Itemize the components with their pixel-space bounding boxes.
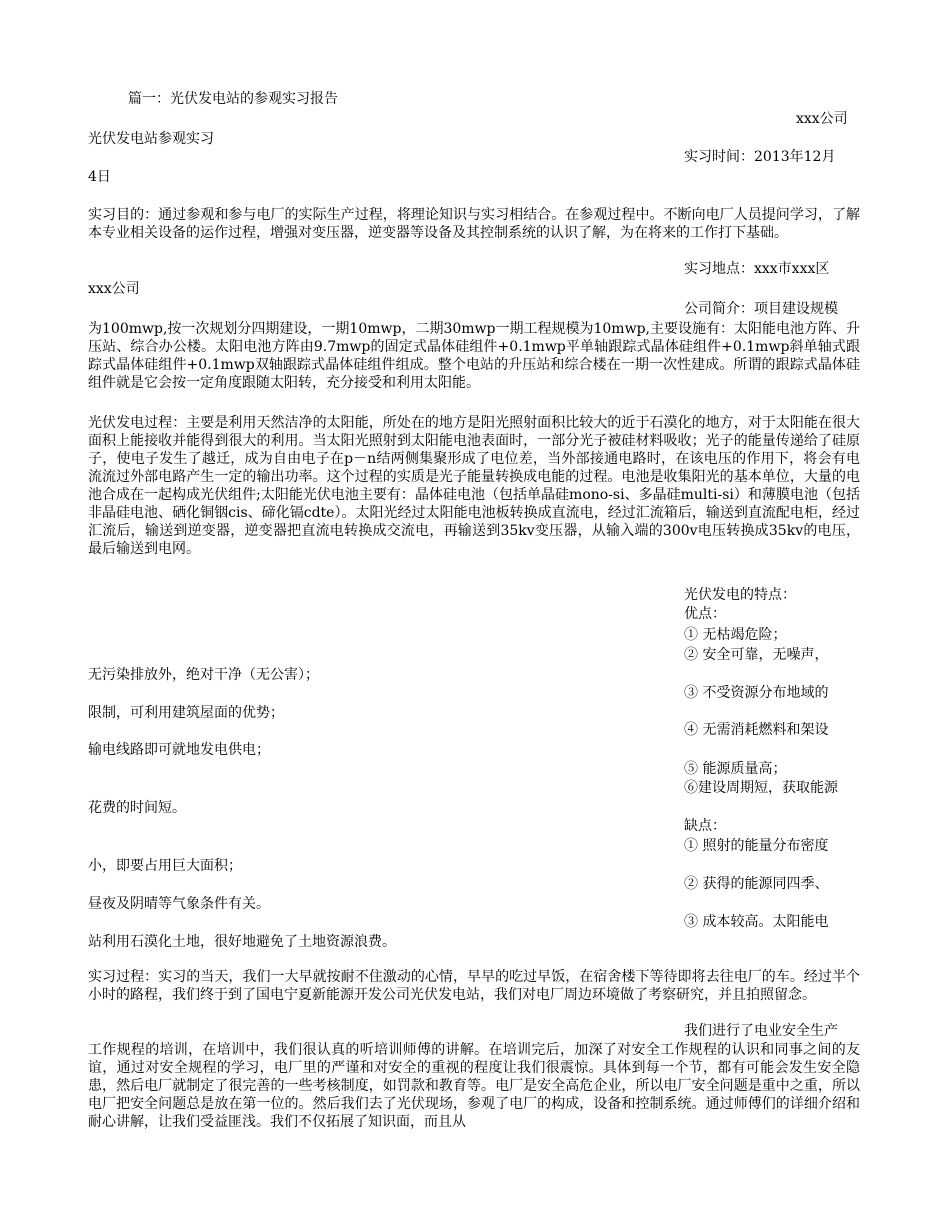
pro-item-4-cont: 输电线路即可就地发电供电； xyxy=(88,742,270,758)
training-paragraph: 工作规程的培训，在培训中，我们很认真的听培训师傅的讲解。在培训完后，加深了对安全工作规程的认识和同事之间的友谊，通过对安全规程的学习，电厂里的严谨和对安全的重视的程度让我们很震惊。具体到每一个节，都有可能会发生安全隐患，然后电厂就制定了很完善的一些考核制度，如罚款和教育等。电厂是安全高危企业，所以电厂安全问题是重中之重，所以电厂把安全问题总是放在第一位的。然后我们去了光伏现场，参观了电厂的构成，设备和控制系统。通过师傅们的详细介绍和耐心讲解，让我们受益匪浅。我们不仅拓展了知识面，而且从 xyxy=(88,1042,860,1130)
features-heading: 光伏发电的特点： xyxy=(684,587,796,603)
con-item-1-cont: 小，即要占用巨大面积； xyxy=(88,858,242,874)
practice-paragraph: 实习过程：实习的当天，我们一大早就按耐不住激动的心情，早早的吃过早饭，在宿舍楼下等待即将去往电厂的车。经过半个小时的路程，我们终于到了国电宁夏新能源开发公司光伏发电站，我们对电厂周边环境做了考察研究，并且拍照留念。 xyxy=(88,969,860,1003)
purpose-paragraph: 实习目的：通过参观和参与电厂的实际生产过程，将理论知识与实习相结合。在参观过程中。不断向电厂人员提问学习，了解本专业相关设备的运作过程，增强对变压器，逆变器等设备及其控制系统的认识了解，为在将来的工作打下基础。 xyxy=(88,207,860,241)
internship-time-day: 4日 xyxy=(88,169,111,185)
con-item-3: ③ 成本较高。太阳能电 xyxy=(684,914,829,930)
pro-item-3-cont: 限制，可利用建筑屋面的优势； xyxy=(88,705,284,721)
pro-item-5: ⑤ 能源质量高； xyxy=(684,761,787,777)
pro-item-3: ③ 不受资源分布地域的 xyxy=(684,685,829,701)
subtitle: 光伏发电站参观实习 xyxy=(88,131,214,147)
training-lead: 我们进行了电业安全生产 xyxy=(684,1023,838,1039)
con-item-3-cont: 站利用石漠化土地，很好地避免了土地资源浪费。 xyxy=(88,934,396,950)
pro-item-1: ① 无枯竭危险； xyxy=(684,627,787,643)
pro-item-4: ④ 无需消耗燃料和架设 xyxy=(684,722,829,738)
intro-lead: 公司简介：项目建设规模 xyxy=(684,301,838,317)
pro-item-6-cont: 花费的时间短。 xyxy=(88,800,186,816)
intro-paragraph: 为100mwp,按一次规划分四期建设，一期10mwp，二期30mwp一期工程规模为10mwp,主要设施有：太阳能电池方阵、升压站、综合办公楼。太阳电池方阵由9.7mwp的固定式晶体硅组件+0.1mwp平单轴跟踪式晶体硅组件+0.1mwp斜单轴式跟踪式晶体硅组件+0.1mwp双轴跟踪式晶体硅组件组成。整个电站的升压站和综合楼在一期一次性建成。所谓的跟踪式晶体硅组件就是它会按一定角度跟随太阳转，充分接受和利用太阳能。 xyxy=(88,321,860,391)
location-line: 实习地点：xxx市xxx区 xyxy=(684,261,830,277)
pros-label: 优点： xyxy=(684,606,726,622)
con-item-1: ① 照射的能量分布密度 xyxy=(684,838,829,854)
pro-item-6: ⑥建设周期短，获取能源 xyxy=(684,780,838,796)
cons-label: 缺点： xyxy=(684,818,726,834)
process-paragraph: 光伏发电过程：主要是利用天然洁净的太阳能，所处在的地方是阳光照射面积比较大的近于石漠化的地方，对于太阳能在很大面积上能接收并能得到很大的利用。当太阳光照射到太阳能电池表面时，一部分光子被硅材料吸收；光子的能量传递给了硅原子，使电子发生了越迁，成为自由电子在p－n结两侧集聚形成了电位差，当外部接通电路时，在该电压的作用下，将会有电流流过外部电路产生一定的输出功率。这个过程的实质是光子能量转换成电能的过程。电池是收集阳光的基本单位，大量的电池合成在一起构成光伏组件;太阳能光伏电池主要有：晶体硅电池（包括单晶硅mono-si、多晶硅multi-si）和薄膜电池（包括非晶硅电池、硒化铜铟cis、碲化镉cdte）。太阳光经过太阳能电池板转换成直流电，经过汇流箱后，输送到直流配电柜，经过汇流后，输送到逆变器，逆变器把直流电转换成交流电，再输送到35kv变压器，从输入端的300v电压转换成35kv的电压，最后输送到电网。 xyxy=(88,415,860,557)
location-company: xxx公司 xyxy=(88,281,140,297)
internship-time: 实习时间：2013年12月 xyxy=(684,149,836,165)
company-name: xxx公司 xyxy=(796,111,848,127)
pro-item-2: ② 安全可靠，无噪声， xyxy=(684,647,829,663)
con-item-2-cont: 昼夜及阴晴等气象条件有关。 xyxy=(88,896,270,912)
document-title: 篇一：光伏发电站的参观实习报告 xyxy=(128,91,338,107)
con-item-2: ② 获得的能源同四季、 xyxy=(684,876,829,892)
pro-item-2-cont: 无污染排放外，绝对干净（无公害）； xyxy=(88,667,319,683)
